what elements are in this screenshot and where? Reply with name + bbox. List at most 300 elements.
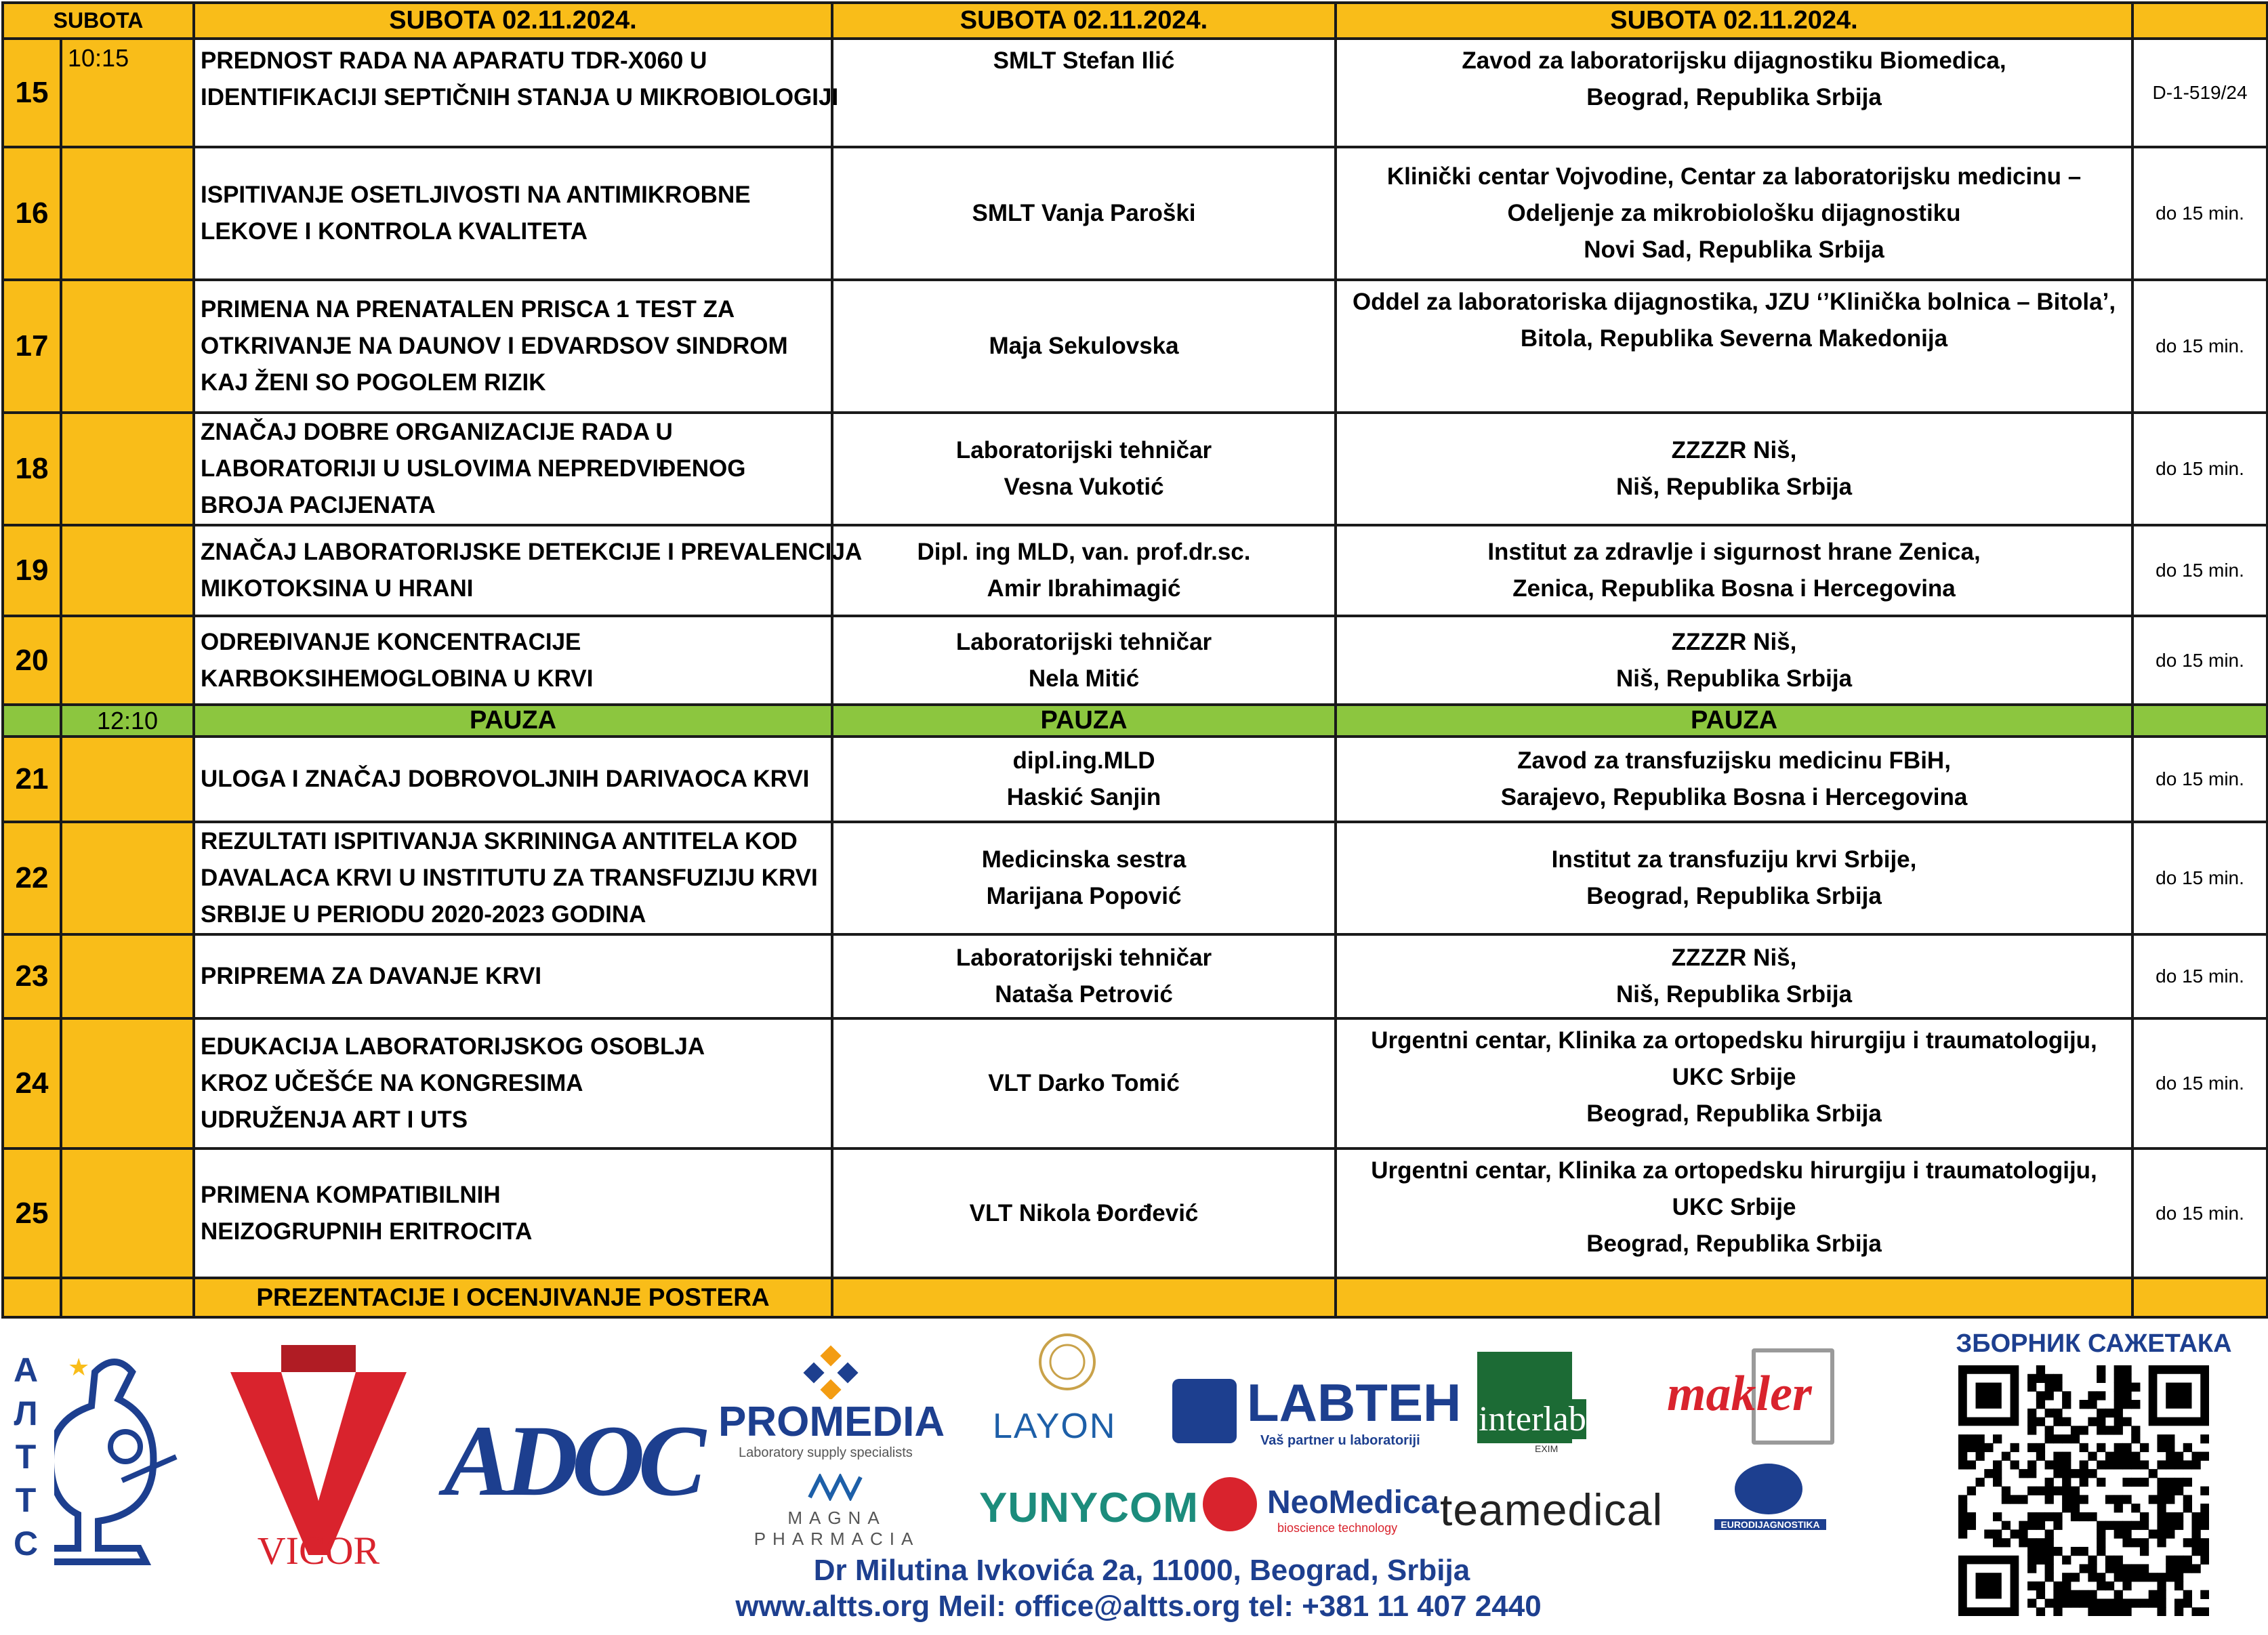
qr-module [2036, 1556, 2045, 1565]
qr-module [2062, 1391, 2071, 1400]
session-title-line: PRIMENA NA PRENATALEN PRISCA 1 TEST ZA [201, 296, 735, 323]
neomedica-mark-icon [1203, 1477, 1257, 1531]
pause-extra [2132, 705, 2267, 737]
qr-module [2114, 1443, 2123, 1452]
session-time [61, 822, 194, 934]
qr-module [2053, 1383, 2062, 1392]
qr-module [2097, 1374, 2105, 1383]
session-title-line: ZNAČAJ LABORATORIJSKE DETEKCIJE I PREVALENCIJA [201, 539, 863, 565]
qr-module [2140, 1460, 2149, 1469]
session-title-line: LEKOVE I KONTROLA KVALITETA [201, 218, 588, 245]
altts-letter: Л [14, 1394, 38, 1432]
qr-module [1976, 1443, 1985, 1452]
session-number: 22 [3, 822, 61, 934]
qr-module [2088, 1590, 2097, 1599]
session-row [3, 934, 2267, 1018]
qr-module [2140, 1547, 2149, 1556]
qr-module [2027, 1556, 2036, 1565]
qr-module [2080, 1495, 2088, 1504]
session-title [194, 413, 832, 525]
qr-module [2105, 1607, 2114, 1616]
poster-cell [61, 1278, 194, 1317]
session-row [3, 413, 2267, 525]
qr-module [2200, 1434, 2209, 1443]
qr-module [2097, 1529, 2105, 1538]
session-speaker [832, 1018, 1336, 1148]
qr-module [2114, 1417, 2123, 1426]
qr-module [2088, 1512, 2097, 1521]
qr-module [2088, 1417, 2097, 1426]
qr-module [2183, 1590, 2192, 1599]
qr-module [2027, 1443, 2036, 1452]
layon-emblem-icon [1037, 1331, 1098, 1392]
session-speaker [832, 280, 1336, 413]
qr-module [2157, 1581, 2166, 1590]
qr-module [2122, 1529, 2131, 1538]
qr-module [2027, 1374, 2036, 1383]
session-title [194, 1148, 832, 1278]
qr-module [2166, 1564, 2174, 1573]
qr-module [2053, 1521, 2062, 1530]
qr-module [1967, 1487, 1976, 1495]
qr-module [2011, 1529, 2019, 1538]
poster-row [3, 1278, 2267, 1317]
qr-module [2097, 1426, 2105, 1434]
interlab-logo [1477, 1352, 1586, 1454]
qr-module [2045, 1409, 2054, 1417]
session-institution-line: Urgentni centar, Klinika za ortopedsku hirurgiju i traumatologiju, [1371, 1027, 2097, 1054]
qr-module [2191, 1521, 2200, 1530]
altts-letter: А [13, 1351, 39, 1389]
qr-module [1958, 1512, 1967, 1521]
qr-module [2114, 1607, 2123, 1616]
session-title-line: KAJ ŽENI SO POGOLEM RIZIK [201, 369, 546, 396]
qr-module [2105, 1556, 2114, 1565]
session-institution-line: Klinički centar Vojvodine, Centar za laboratorijsku medicinu – [1386, 163, 2082, 190]
qr-module [2122, 1383, 2131, 1392]
qr-module [2174, 1556, 2183, 1565]
qr-module [2045, 1383, 2054, 1392]
qr-module [2036, 1538, 2045, 1547]
qr-module [2062, 1452, 2071, 1461]
qr-module [2114, 1426, 2123, 1434]
makler-logo [1667, 1348, 1870, 1443]
qr-module [2157, 1478, 2166, 1487]
session-title-line: ODREĐIVANJE KONCENTRACIJE [201, 628, 581, 655]
qr-module [2166, 1529, 2174, 1538]
interlab-text: interlab [1479, 1400, 1586, 1439]
qr-module [2122, 1374, 2131, 1383]
session-title [194, 616, 832, 705]
qr-module [2122, 1460, 2131, 1469]
qr-module [2097, 1573, 2105, 1581]
qr-module [2027, 1538, 2036, 1547]
qr-module [2027, 1487, 2036, 1495]
qr-module [2062, 1590, 2071, 1599]
qr-module [1958, 1495, 1967, 1504]
session-speaker [832, 413, 1336, 525]
qr-module [2191, 1529, 2200, 1538]
qr-module [2036, 1521, 2045, 1530]
qr-module [2166, 1512, 2174, 1521]
session-institution [1336, 147, 2132, 280]
qr-module [2062, 1495, 2071, 1504]
qr-module [2045, 1434, 2054, 1443]
qr-module [2122, 1564, 2131, 1573]
qr-module [2036, 1365, 2045, 1374]
session-institution-line: Institut za zdravlje i sigurnost hrane Zenica, [1487, 539, 1981, 565]
session-speaker-line: Medicinska sestra [981, 846, 1187, 873]
session-title-line: EDUKACIJA LABORATORIJSKOG OSOBLJA [201, 1033, 705, 1060]
poster-cell [2132, 1278, 2267, 1317]
pause-label: PAUZA [194, 705, 832, 737]
qr-module [2097, 1417, 2105, 1426]
qr-module [2045, 1538, 2054, 1547]
qr-module [2157, 1504, 2166, 1512]
session-speaker-line: VLT Darko Tomić [988, 1070, 1180, 1096]
qr-module [2027, 1460, 2036, 1469]
qr-module [1958, 1529, 1967, 1538]
qr-module [2157, 1590, 2166, 1599]
qr-module [2080, 1478, 2088, 1487]
qr-module [2122, 1598, 2131, 1607]
qr-finder [2166, 1383, 2191, 1409]
qr-module [2097, 1538, 2105, 1547]
qr-module [2053, 1590, 2062, 1599]
session-row [3, 822, 2267, 934]
session-title-line: ZNAČAJ DOBRE ORGANIZACIJE RADA U [201, 419, 673, 445]
qr-module [1958, 1504, 1967, 1512]
session-institution-line: Niš, Republika Srbija [1615, 981, 1853, 1008]
qr-module [2200, 1521, 2209, 1530]
qr-module [2053, 1434, 2062, 1443]
qr-module [2122, 1417, 2131, 1426]
altts-letter: Т [15, 1438, 37, 1476]
qr-module [2105, 1409, 2114, 1417]
qr-module [2157, 1434, 2166, 1443]
qr-module [2174, 1573, 2183, 1581]
qr-module [2071, 1469, 2080, 1478]
qr-module [2080, 1512, 2088, 1521]
session-institution [1336, 280, 2132, 413]
qr-finder [1976, 1383, 2002, 1409]
qr-module [1993, 1478, 2002, 1487]
session-institution-line: Oddel za laboratoriska dijagnostika, JZU ‘’Klinička bolnica – Bitola’, [1352, 289, 2116, 315]
pause-num [3, 705, 61, 737]
session-time [61, 1148, 194, 1278]
qr-module [2027, 1512, 2036, 1521]
qr-module [2036, 1452, 2045, 1461]
session-title [194, 934, 832, 1018]
session-duration: do 15 min. [2132, 1018, 2267, 1148]
qr-module [2166, 1452, 2174, 1461]
session-institution [1336, 737, 2132, 822]
qr-module [2045, 1556, 2054, 1565]
session-institution-line: Zenica, Republika Bosna i Hercegovina [1512, 575, 1956, 602]
session-speaker [832, 525, 1336, 616]
qr-module [2097, 1391, 2105, 1400]
altts-letter: Т [15, 1481, 37, 1519]
qr-module [2183, 1504, 2192, 1512]
header-row [3, 3, 2267, 39]
session-time [61, 737, 194, 822]
pause-label: PAUZA [1336, 705, 2132, 737]
qr-module [2045, 1478, 2054, 1487]
qr-module [2062, 1460, 2071, 1469]
session-number: 21 [3, 737, 61, 822]
qr-module [2166, 1434, 2174, 1443]
neomedica-logo [1203, 1474, 1439, 1548]
qr-module [2157, 1538, 2166, 1547]
session-title [194, 147, 832, 280]
qr-module [2131, 1452, 2140, 1461]
qr-module [2149, 1529, 2158, 1538]
qr-module [2114, 1598, 2123, 1607]
session-title [194, 822, 832, 934]
qr-module [2027, 1409, 2036, 1417]
session-title [194, 39, 839, 147]
promedia-subtext: Laboratory supply specialists [739, 1445, 913, 1460]
layon-text: LAYON [993, 1407, 1117, 1446]
qr-module [2053, 1598, 2062, 1607]
qr-module [2140, 1521, 2149, 1530]
session-title-line: BROJA PACIJENATA [201, 492, 436, 518]
magna-pharmacia-logo [732, 1474, 942, 1548]
session-duration: do 15 min. [2132, 280, 2267, 413]
qr-module [2080, 1460, 2088, 1469]
qr-title: ЗБОРНИК САЖЕТАКА [1956, 1329, 2232, 1358]
session-speaker-line: Dipl. ing MLD, van. prof.dr.sc. [917, 539, 1251, 565]
header-title-col: SUBOTA 02.11.2024. [194, 3, 832, 39]
poster-cell [3, 1278, 61, 1317]
header-day: SUBOTA [3, 3, 194, 39]
session-title-line: PRIMENA KOMPATIBILNIH [201, 1181, 501, 1208]
pause-time: 12:10 [61, 705, 194, 737]
qr-module [2200, 1538, 2209, 1547]
qr-module [2183, 1538, 2192, 1547]
qr-module [2045, 1460, 2054, 1469]
qr-module [2149, 1573, 2158, 1581]
qr-module [2019, 1469, 2027, 1478]
poster-cell [1336, 1278, 2132, 1317]
qr-module [2045, 1573, 2054, 1581]
session-speaker-line: dipl.ing.MLD [1012, 747, 1155, 774]
session-speaker [832, 737, 1336, 822]
qr-module [2036, 1590, 2045, 1599]
promedia-mark-icon [803, 1345, 871, 1399]
session-speaker [832, 616, 1336, 705]
session-institution-line: Niš, Republika Srbija [1615, 665, 1853, 692]
session-duration: do 15 min. [2132, 147, 2267, 280]
qr-module [2122, 1391, 2131, 1400]
qr-module [2080, 1426, 2088, 1434]
qr-code-icon[interactable] [1958, 1365, 2209, 1616]
qr-module [2062, 1478, 2071, 1487]
session-speaker-line: SMLT Vanja Paroški [972, 200, 1196, 226]
session-institution-line: ZZZZR Niš, [1671, 437, 1797, 463]
layon-logo [986, 1331, 1149, 1453]
session-row [3, 39, 2267, 147]
qr-module [2062, 1598, 2071, 1607]
qr-module [2114, 1400, 2123, 1409]
qr-module [2019, 1538, 2027, 1547]
qr-module [2114, 1365, 2123, 1374]
qr-module [2062, 1573, 2071, 1581]
neomedica-text: NeoMedica [1267, 1485, 1439, 1520]
session-institution-line: Beograd, Republika Srbija [1586, 1230, 1882, 1257]
qr-module [2140, 1598, 2149, 1607]
qr-module [2174, 1478, 2183, 1487]
qr-module [2062, 1417, 2071, 1426]
session-institution-line: Zavod za transfuzijsku medicinu FBiH, [1517, 747, 1951, 774]
qr-module [2131, 1460, 2140, 1469]
qr-module [2097, 1409, 2105, 1417]
session-number: 19 [3, 525, 61, 616]
promedia-text: PROMEDIA [718, 1399, 945, 1445]
qr-module [2097, 1581, 2105, 1590]
header-speaker-col: SUBOTA 02.11.2024. [832, 3, 1336, 39]
qr-module [2080, 1469, 2088, 1478]
qr-module [2140, 1512, 2149, 1521]
qr-module [2131, 1538, 2140, 1547]
session-title [194, 1018, 832, 1148]
qr-module [2174, 1564, 2183, 1573]
qr-module [2174, 1512, 2183, 1521]
session-speaker [832, 147, 1336, 280]
session-institution [1336, 822, 2132, 934]
qr-module [2131, 1434, 2140, 1443]
session-institution-line: ZZZZR Niš, [1671, 628, 1797, 655]
teamedical-logo: teamedical [1440, 1485, 1664, 1535]
qr-module [2166, 1487, 2174, 1495]
qr-module [2131, 1400, 2140, 1409]
session-institution-line: Novi Sad, Republika Srbija [1584, 236, 1884, 263]
qr-module [2157, 1512, 2166, 1521]
qr-module [2105, 1581, 2114, 1590]
qr-module [2097, 1443, 2105, 1452]
qr-module [2019, 1521, 2027, 1530]
qr-module [2174, 1607, 2183, 1616]
session-time [61, 1018, 194, 1148]
altts-letter: С [13, 1525, 39, 1562]
session-row [3, 1148, 2267, 1278]
qr-module [1984, 1529, 1993, 1538]
session-title-line: PRIPREMA ZA DAVANJE KRVI [201, 963, 542, 989]
qr-module [2122, 1581, 2131, 1590]
qr-module [1967, 1512, 1976, 1521]
qr-module [1958, 1521, 1967, 1530]
qr-module [2114, 1495, 2123, 1504]
qr-module [2157, 1607, 2166, 1616]
qr-module [2011, 1495, 2019, 1504]
qr-module [2097, 1478, 2105, 1487]
qr-module [1993, 1529, 2002, 1538]
qr-module [2019, 1529, 2027, 1538]
qr-module [2149, 1495, 2158, 1504]
session-speaker-line: Vesna Vukotić [1004, 474, 1164, 500]
session-row [3, 616, 2267, 705]
qr-module [2166, 1521, 2174, 1530]
session-speaker-line: Marijana Popović [986, 883, 1182, 909]
qr-module [1976, 1478, 1985, 1487]
session-title [194, 280, 832, 413]
session-institution-line: Institut za transfuziju krvi Srbije, [1551, 846, 1917, 873]
session-row [3, 280, 2267, 413]
qr-module [2071, 1598, 2080, 1607]
qr-module [2097, 1521, 2105, 1530]
session-institution [1336, 616, 2132, 705]
promedia-logo [718, 1345, 959, 1467]
session-speaker-line: Laboratorijski tehničar [955, 437, 1212, 463]
qr-module [1958, 1434, 1967, 1443]
session-speaker-line: Nataša Petrović [995, 981, 1173, 1008]
session-speaker-line: Haskić Sanjin [1006, 784, 1161, 810]
qr-module [2045, 1564, 2054, 1573]
qr-module [2157, 1573, 2166, 1581]
qr-module [1958, 1443, 1967, 1452]
qr-module [2045, 1374, 2054, 1383]
qr-module [2191, 1564, 2200, 1573]
qr-module [2036, 1443, 2045, 1452]
qr-module [2114, 1452, 2123, 1461]
session-title-line: UDRUŽENJA ART I UTS [201, 1106, 468, 1133]
qr-module [1993, 1512, 2002, 1521]
qr-module [2149, 1590, 2158, 1599]
qr-module [2122, 1400, 2131, 1409]
session-speaker-line: Maja Sekulovska [989, 333, 1179, 359]
qr-module [2045, 1547, 2054, 1556]
qr-module [2088, 1556, 2097, 1565]
qr-module [2071, 1512, 2080, 1521]
session-institution-line: Beograd, Republika Srbija [1586, 84, 1882, 110]
qr-module [2088, 1573, 2097, 1581]
qr-module [2200, 1512, 2209, 1521]
qr-module [2097, 1460, 2105, 1469]
qr-module [2053, 1547, 2062, 1556]
qr-module [2122, 1443, 2131, 1452]
qr-module [2053, 1374, 2062, 1383]
qr-module [2122, 1365, 2131, 1374]
session-title [194, 737, 832, 822]
qr-module [2191, 1538, 2200, 1547]
qr-module [2088, 1400, 2097, 1409]
qr-module [2166, 1573, 2174, 1581]
session-number: 25 [3, 1148, 61, 1278]
session-institution-line: ZZZZR Niš, [1671, 945, 1797, 971]
qr-module [2131, 1426, 2140, 1434]
qr-module [2122, 1452, 2131, 1461]
qr-module [2071, 1434, 2080, 1443]
address-line: Dr Milutina Ivkovića 2a, 11000, Beograd, Srbija [813, 1554, 1470, 1587]
session-time [61, 147, 194, 280]
session-number: 16 [3, 147, 61, 280]
session-title [194, 525, 863, 616]
qr-module [2114, 1556, 2123, 1565]
qr-module [2062, 1487, 2071, 1495]
session-number: 24 [3, 1018, 61, 1148]
qr-module [2105, 1564, 2114, 1573]
magna-wave-icon [806, 1474, 867, 1501]
qr-module [2174, 1460, 2183, 1469]
qr-module [2157, 1495, 2166, 1504]
qr-module [2183, 1564, 2192, 1573]
qr-module [2080, 1598, 2088, 1607]
qr-module [2122, 1573, 2131, 1581]
qr-module [2166, 1460, 2174, 1469]
qr-module [2053, 1469, 2062, 1478]
altts-vertical-logo [5, 1348, 46, 1565]
qr-module [2071, 1426, 2080, 1434]
